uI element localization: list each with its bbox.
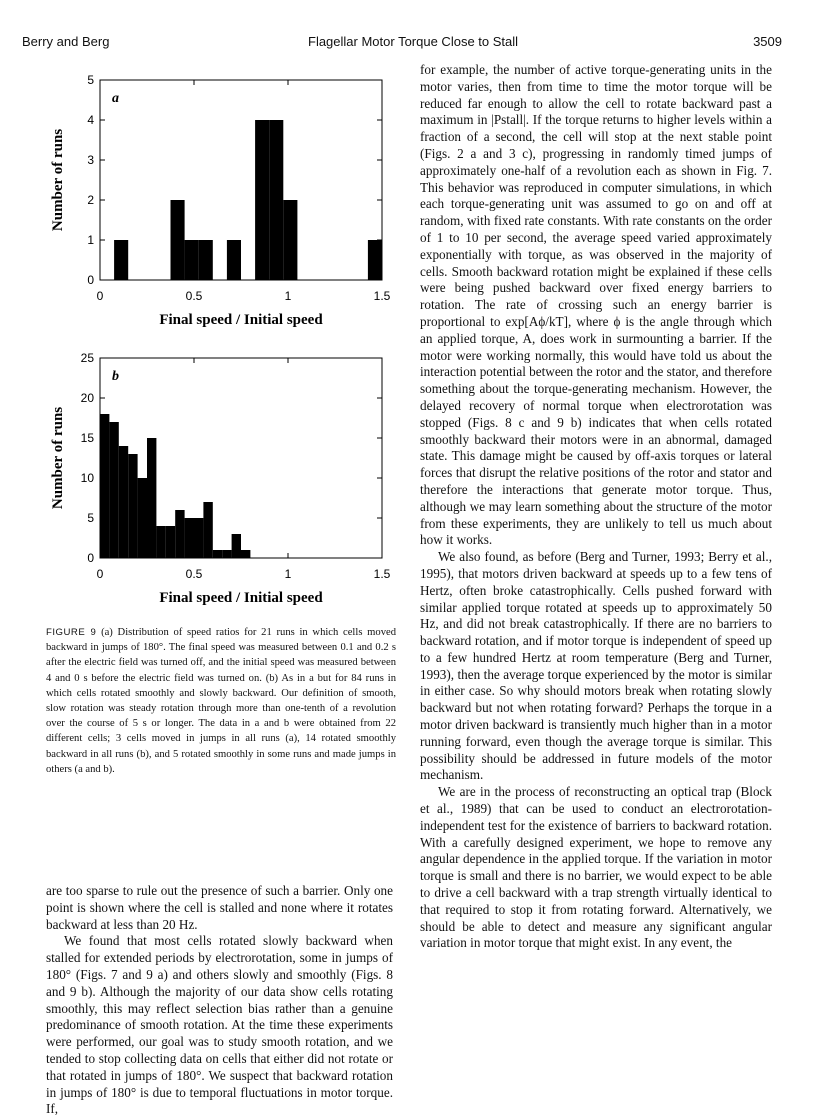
left-paragraph-1: are too sparse to rule out the presence of such a barrier. Only one point is shown where the cell is stalled and none where it rotates backward at less than 20 Hz.: [46, 883, 393, 932]
y-tick-label: 5: [87, 73, 94, 87]
histogram-bar: [199, 240, 213, 280]
y-tick-label: 3: [87, 153, 94, 167]
x-tick-label: 0.5: [185, 567, 203, 581]
histogram-bar: [227, 240, 241, 280]
x-tick-label: 1.5: [373, 567, 391, 581]
running-header-title: Flagellar Motor Torque Close to Stall: [308, 34, 519, 49]
y-tick-label: 15: [80, 431, 94, 445]
histogram-bar: [128, 454, 137, 558]
histogram-bar: [283, 200, 297, 280]
y-tick-label: 5: [87, 511, 94, 525]
x-axis-label: Final speed / Initial speed: [159, 590, 323, 606]
histogram-bar: [156, 526, 165, 558]
y-tick-label: 0: [87, 551, 94, 565]
right-paragraph-1: for example, the number of active torque-generating units in the motor varies, then from time to time the motor torque will be reduced far enough to allow the cell to rotate backward past a maximum in |Pstall|. If the torque returns to higher levels within a fraction of a second, the cell will stop at the next stable point (Figs. 2 a and 3 c), progressing in randomly timed jumps of approximately one-half of a revolution each as shown in Fig. 7. This behavior was reproduced in computer simulations, in which each torque-generating unit was assumed to go on and off at random, with fixed rate constants. With rate constants on the order of 1 to 10 per second, the average speed varied approximately exponentially with torque, as was observed in the majority of cells. Smooth backward rotation might be explained if these cells were being pushed backward over fixed energy barriers to rotation. The rate of crossing such an energy barrier is proportional to exp[Aϕ/kT], where ϕ is the angle through which an applied torque, A, does work in surmounting a barrier. If the motor were working normally, this would have told us about the interaction potential between the rotor and the stator, and therefore something about the torque-generating mechanism. However, the delayed recovery of normal torque when electrorotation was stopped (Figs. 8 c and 9 b) indicates that when cells rotated smoothly backward their motors were in an abnormal, damaged state. This damage might be caused by off-axis torques or lateral forces that disrupt the relative positions of the rotor and stator and therefore the interactions that generate motor torque. Thus, although we may learn something about the structure of the motor from these experiments, they are unlikely to tell us much about how it works.: [420, 62, 772, 548]
left-column: [46, 883, 393, 1118]
x-tick-label: 0: [96, 567, 104, 581]
histogram-bar: [185, 240, 199, 280]
panel-label: b: [112, 369, 119, 384]
histogram-bar: [138, 478, 147, 558]
histogram-bar: [100, 414, 109, 558]
y-tick-label: 25: [80, 351, 94, 365]
histogram-bar: [194, 518, 203, 558]
histogram-bar: [171, 200, 185, 280]
left-paragraph-2: We found that most cells rotated slowly backward when stalled for extended periods by electrorotation, some in jumps of 180° (Figs. 7 and 9 a) and others slowly and smoothly (Figs. 8 and 9 b). Although the majority of our data show cells rotating smoothly, this may reflect selection bias rather than a genuine predominance of smooth rotation. At the time these experiments were performed, our goal was to study smooth rotation, and we tended to stop collecting data on cells that either did not rotate or that rotated in jumps of 180°. We suspect that backward rotation in jumps of 180° is due to temporal fluctuations in motor torque. If,: [46, 933, 393, 1117]
figure-caption: [46, 625, 396, 777]
histogram-bar: [241, 550, 250, 558]
figure-9a-histogram: [28, 68, 391, 328]
histogram-bar: [269, 120, 283, 280]
histogram-bar: [232, 534, 241, 558]
histogram-bar: [203, 502, 212, 558]
histogram-bar: [109, 422, 118, 558]
histogram-bar: [147, 438, 156, 558]
right-paragraph-2: We also found, as before (Berg and Turner, 1993; Berry et al., 1995), that motors driven backward at speeds up to a few tens of Hertz, often broke catastrophically. Cells pushed forward with similar applied torque rotated at speeds up to approximately 50 Hz, and did not break catastrophically. If there are no barriers to backward rotation, and if motor torque is independent of speed up to a few hundred Hertz at room temperature (Berg and Turner, 1993), then the average torque experienced by the motor is similar in either case. So why should motors break when rotating slowly backward but not when rotating forward? Perhaps the torque in a motor driven backward is transiently much higher than in a motor running forward, even though the average torque is similar. This possibility should be addressed in future models of the motor mechanism.: [420, 549, 772, 783]
running-header-authors: Berry and Berg: [22, 34, 110, 49]
figure-caption-text: (a) Distribution of speed ratios for 21 runs in which cells moved backward in jumps of 180°. The final speed was measured between 0.1 and 0.2 s after the electric field was turned off, and the initial speed was measured between 4 and 0 s before the electric field was turned on. (b) As in a but for 84 runs in which cells rotated smoothly and slowly backward. Our definition of smooth, slow rotation was steady rotation through more than one-tenth of a revolution over the course of 5 s or longer. The data in a and b were obtained from 22 different cells; 3 cells moved in jumps in all runs (a), 14 rotated smoothly backward in all runs (b), and 5 rotated smoothly in some runs and made jumps in others (a and b).: [46, 627, 396, 775]
right-column: [420, 62, 772, 952]
figure-9b-histogram: [28, 346, 391, 606]
y-tick-label: 1: [87, 233, 94, 247]
y-tick-label: 2: [87, 193, 94, 207]
y-tick-label: 20: [80, 391, 94, 405]
histogram-bar: [166, 526, 175, 558]
histogram-bar: [114, 240, 128, 280]
histogram-bar: [213, 550, 222, 558]
y-tick-label: 10: [80, 471, 94, 485]
histogram-bar: [222, 550, 231, 558]
y-tick-label: 4: [87, 113, 94, 127]
histogram-bar: [175, 510, 184, 558]
panel-label: a: [112, 91, 119, 106]
figure-caption-label: FIGURE 9: [46, 627, 97, 638]
x-tick-label: 0: [96, 289, 104, 303]
x-tick-label: 1: [284, 567, 292, 581]
histogram-bar: [185, 518, 194, 558]
histogram-bar: [255, 120, 269, 280]
y-tick-label: 0: [87, 273, 94, 287]
histogram-bar: [119, 446, 128, 558]
y-axis-label: Number of runs: [50, 406, 66, 510]
x-axis-label: Final speed / Initial speed: [159, 312, 323, 328]
x-tick-label: 0.5: [185, 289, 203, 303]
histogram-bar: [368, 240, 382, 280]
x-tick-label: 1: [284, 289, 292, 303]
y-axis-label: Number of runs: [50, 128, 66, 232]
x-tick-label: 1.5: [373, 289, 391, 303]
right-paragraph-3: We are in the process of reconstructing an optical trap (Block et al., 1989) that can be used to conduct an electrorotation-independent test for the existence of barriers to backward rotation. With a carefully designed experiment, we hope to remove any angular dependence in the applied torque. If the variation in motor torque is small and there is no barrier, we would expect to be able to drive a cell backward with a trap strength virtually identical to that required to stop it from rotating forward. Alternatively, we should be able to detect and measure any significant angular variation in motor torque that might exist. In any event, the: [420, 784, 772, 951]
page-number: 3509: [753, 34, 782, 49]
running-header: [22, 34, 782, 54]
